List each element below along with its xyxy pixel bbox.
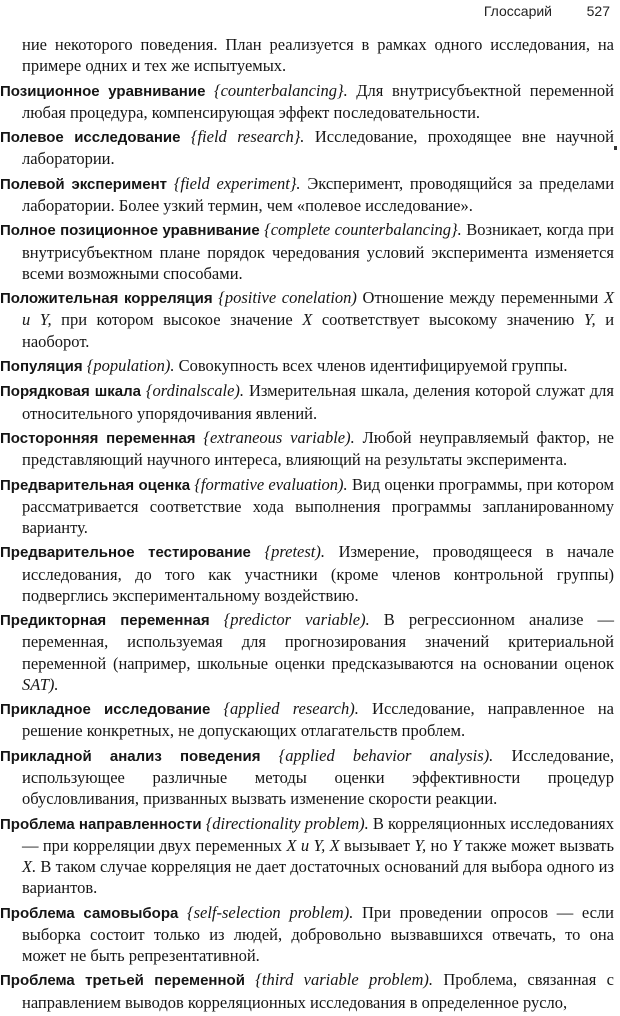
variable-symbol: X (302, 310, 313, 330)
entry-definition: Проблема, связанная с направлением выводов корреляционных исследования в определенное русло, (22, 970, 614, 1012)
entry-original-term: {population). (86, 355, 175, 375)
entry-original-term: {positive conelation) (218, 288, 357, 308)
entry-definition: также может вызвать (465, 835, 615, 855)
entry-definition: Исследование, направленное на решение конкретных, не допускающих отлагательств проблем. (22, 699, 614, 741)
entry-term: Порядковая шкала (0, 383, 141, 401)
entry-definition: Отношение между переменными (362, 288, 599, 308)
entry-original-term: {applied research). (223, 699, 359, 719)
variable-symbol: Y, (583, 310, 596, 330)
entry-definition: Возникает, когда при внутрисубъектном плане порядок чередования условий эксперимента изменяется всеми возможными способами. (22, 220, 615, 283)
entry-term: Популяция (0, 357, 83, 375)
glossary-body (0, 34, 614, 1016)
entry-definition: соответствует высокому значению (321, 310, 575, 330)
conjunction: и (300, 835, 310, 855)
entry-original-term: {directionality problem). (205, 813, 369, 833)
entry-original-term: {predictor variable). (223, 610, 370, 630)
variable-symbol: X (286, 835, 297, 855)
entry-term: Положительная корреляция (0, 290, 213, 308)
entry-definition: Исследование, использующее различные методы оценки эффективности процедур обусловливания, призванных вызвать изменение скорости реакции. (22, 745, 615, 809)
glossary-entry (0, 380, 614, 423)
entry-term: Предикторная переменная (0, 612, 210, 630)
entry-term: Проблема направленности (0, 815, 202, 833)
entry-definition: и наоборот. (22, 310, 615, 351)
glossary-entry (0, 902, 614, 967)
variable-symbol: X. (22, 856, 37, 876)
margin-mark (614, 146, 617, 150)
variable-symbol: Y, (414, 835, 427, 855)
glossary-entry (0, 355, 614, 377)
glossary-entry (0, 80, 614, 123)
glossary-entry (0, 813, 614, 899)
entry-definition: При проведении опросов — если выборка состоит только из людей, добровольно вызвавшихся отвечать, то она может не быть репрезентативной. (22, 902, 614, 965)
glossary-entry (0, 173, 614, 216)
variable-symbol: X (329, 835, 340, 855)
entry-term: Полное позиционное уравнивание (0, 222, 260, 240)
conjunction: и (22, 310, 31, 330)
entry-original-term: {counterbalancing}. (214, 80, 348, 100)
variable-symbol: Y, (39, 310, 52, 330)
entry-original-term: {extraneous variable). (203, 427, 355, 447)
glossary-entry (0, 126, 614, 169)
glossary-entry (0, 219, 614, 284)
entry-definition: Эксперимент, проводящийся за пределами лаборатории. Более узкий термин, чем «полевое исследование». (22, 173, 615, 215)
entry-term: Проблема самовыбора (0, 904, 179, 922)
entry-term: Полевой эксперимент (0, 175, 168, 193)
entry-definition: Измерение, проводящееся в начале исследования, до того как участники (кроме членов контрольной группы) подверглись экспериментальному воздействию. (22, 542, 615, 605)
entry-definition: ние некоторого поведения. План реализуется в рамках одного исследования, на примере одних и тех же испытуемых. (22, 35, 614, 76)
abbreviation: SAT). (22, 674, 59, 694)
glossary-entry (0, 969, 614, 1012)
entry-term: Проблема третьей переменной (0, 972, 245, 990)
glossary-entry (0, 698, 614, 741)
glossary-entry (0, 609, 614, 695)
entry-definition: Для внутрисубъектной переменной любая процедура, компенсирующая эффект последовательности. (22, 80, 615, 122)
entry-original-term: {ordinalscale). (145, 381, 245, 401)
entry-term: Предварительная оценка (0, 476, 191, 494)
entry-original-term: {pretest). (264, 542, 325, 562)
entry-definition: но (430, 835, 448, 855)
entry-term: Посторонняя переменная (0, 429, 196, 447)
section-title: Глоссарий (483, 3, 552, 19)
entry-definition: Любой неуправляемый фактор, не представляющий научного интереса, влияющий на результаты эксперимента. (22, 427, 614, 470)
entry-definition: Измерительная шкала, деления которой служат для относительного упорядочивания явлений. (22, 381, 614, 423)
entry-term: Полевое исследование (0, 129, 181, 147)
entry-original-term: {complete counterbalancing}. (264, 220, 462, 240)
entry-term: Прикладной анализ поведения (0, 747, 261, 765)
glossary-entry (0, 745, 614, 810)
variable-symbol: X (603, 288, 615, 308)
entry-original-term: {applied behavior analysis). (278, 745, 494, 765)
entry-definition: Вид оценки программы, при котором рассматривается соответствие хода выполнения программы запланированному варианту. (22, 474, 614, 537)
entry-original-term: {field experiment}. (173, 173, 301, 193)
entry-original-term: {formative evaluation). (194, 474, 348, 494)
glossary-entry (0, 474, 614, 539)
variable-symbol: Y, (313, 835, 326, 855)
entry-definition: В регрессионном анализе — переменная, используемая для прогнозирования значений критериальной переменной (например, школьные оценки предсказываются на основании оценок (22, 610, 615, 673)
entry-definition: В таком случае корреляция не дает достаточных оснований для выбора одного из вариантов. (22, 856, 614, 898)
entry-definition: при котором высокое значение (61, 310, 293, 330)
glossary-entry (0, 427, 614, 470)
running-header (0, 0, 620, 22)
entry-definition: Совокупность всех членов идентифицируемой группы. (178, 355, 568, 375)
entry-definition: Исследование, проходящее вне научной лаборатории. (22, 127, 614, 169)
page-number: 527 (586, 3, 610, 19)
glossary-entry (0, 287, 614, 352)
entry-original-term: {self-selection problem). (187, 902, 354, 922)
variable-symbol: Y (451, 835, 462, 855)
entry-term: Прикладное исследование (0, 701, 211, 719)
entry-original-term: {third variable problem). (255, 970, 434, 990)
entry-definition: вызывает (344, 835, 410, 855)
glossary-entry-continuation (0, 34, 614, 76)
entry-term: Позиционное уравнивание (0, 82, 206, 100)
glossary-entry (0, 541, 614, 606)
entry-original-term: {field research}. (190, 127, 305, 147)
entry-definition: В корреляционных исследованиях — при корреляции двух переменных (22, 813, 614, 855)
entry-term: Предварительное тестирование (0, 544, 251, 562)
